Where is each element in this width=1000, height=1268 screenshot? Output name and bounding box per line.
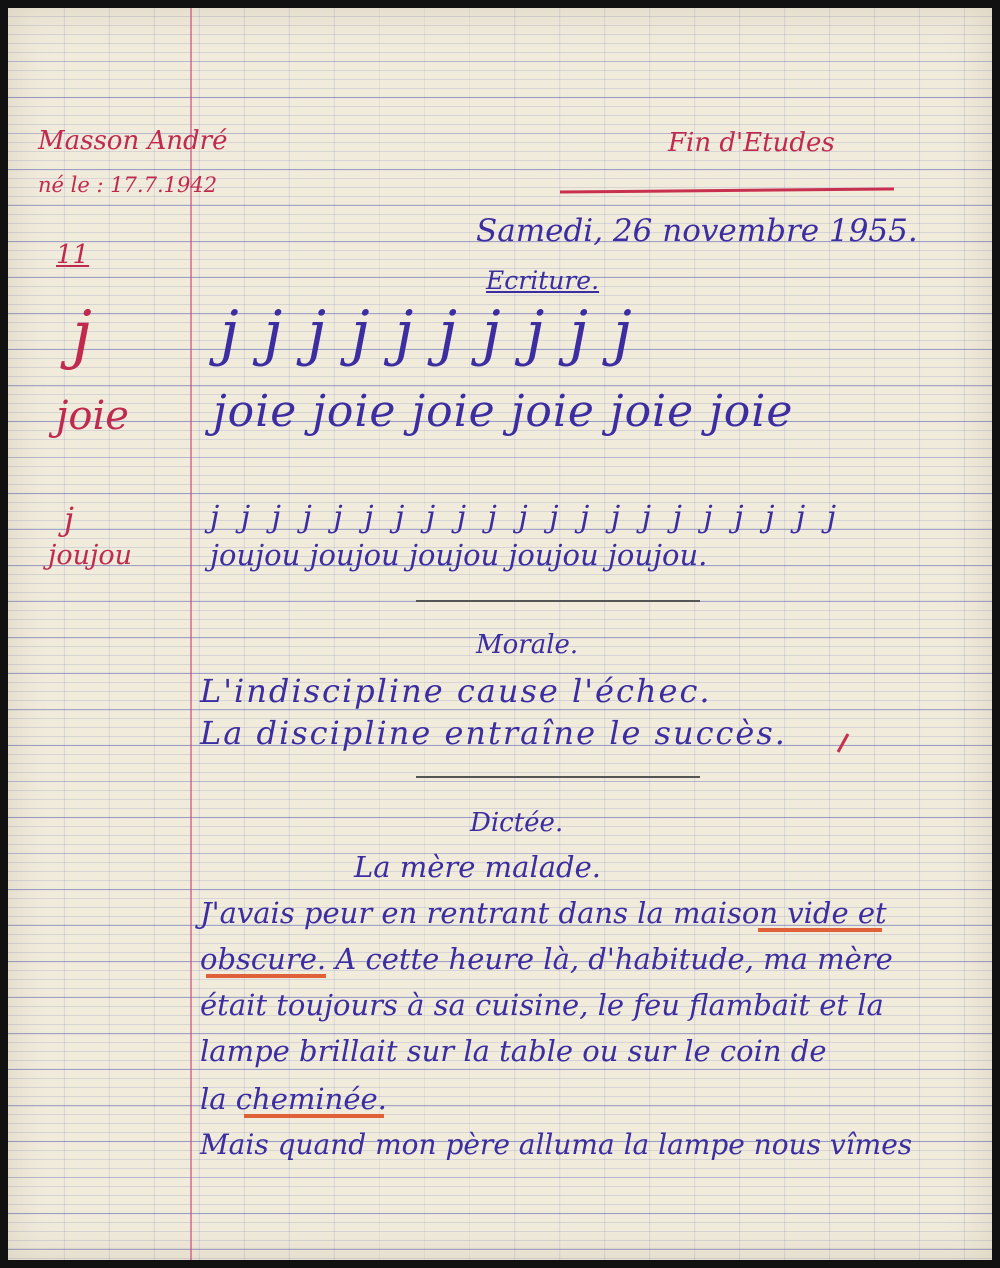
birth-date: né le : 17.7.1942: [38, 173, 218, 197]
course-title: Fin d'Etudes: [668, 128, 835, 158]
joie-row: joie joie joie joie joie joie: [213, 386, 794, 437]
morale-line-1: L'indiscipline cause l'échec.: [200, 672, 712, 710]
morale-line-2: La discipline entraîne le succès.: [200, 714, 787, 752]
letter-j-row: j j j j j j j j j j: [220, 298, 635, 368]
ecriture-title: Ecriture.: [486, 266, 600, 295]
separator-2: [414, 774, 704, 780]
dictee-line-6: Mais quand mon père alluma la lampe nous vîmes: [200, 1128, 913, 1161]
joujou-row: joujou joujou joujou joujou joujou.: [210, 538, 708, 572]
dictee-title: Dictée.: [470, 808, 564, 838]
model-word-joujou: joujou: [48, 540, 133, 571]
dictee-line-3: était toujours à sa cuisine, le feu flambait et la: [200, 988, 884, 1022]
grade-mark: 11: [56, 240, 90, 270]
course-underline: [558, 186, 898, 196]
date-line: Samedi, 26 novembre 1955.: [476, 213, 918, 249]
separator-1: [414, 598, 704, 604]
red-check-mark: [834, 730, 854, 756]
correction-underline-maison: [756, 926, 886, 934]
dictee-line-2: obscure. A cette heure là, d'habitude, ma mère: [200, 942, 893, 976]
notebook-page: [8, 8, 992, 1260]
model-word-joie: joie: [56, 393, 129, 439]
model-letter-j: j: [72, 298, 92, 372]
correction-underline-cheminee: [242, 1112, 388, 1120]
model-letter-j-small: j: [64, 500, 74, 538]
dictee-line-1: J'avais peur en rentrant dans la maison vide et: [200, 896, 887, 930]
student-name: Masson André: [38, 126, 228, 156]
dictee-subtitle: La mère malade.: [354, 850, 601, 884]
correction-underline-obscure: [204, 972, 330, 980]
morale-title: Morale.: [476, 630, 579, 660]
dictee-line-5: la cheminée.: [200, 1082, 387, 1116]
dictee-line-4: lampe brillait sur la table ou sur le coin de: [200, 1034, 827, 1068]
small-j-row: j j j j j j j j j j j j j j j j j j j j j: [210, 500, 843, 535]
